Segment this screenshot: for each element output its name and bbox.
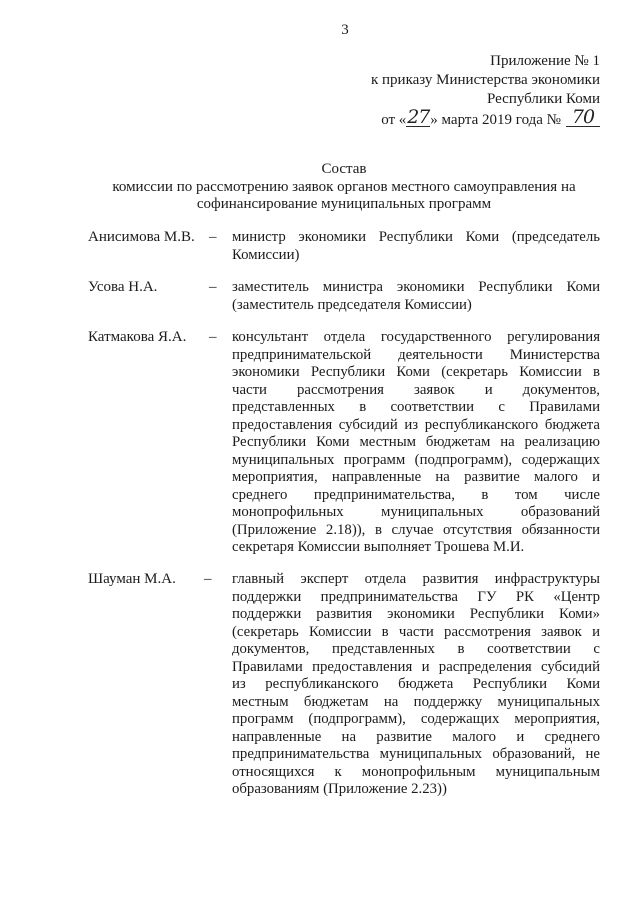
member-name: Шауман М.А. bbox=[88, 571, 176, 587]
member-role-line: монопрофильных муниципальных образований bbox=[232, 504, 600, 520]
member-role-line: документов, представленных в соответствии с bbox=[232, 641, 600, 657]
member-role-line: поддержки предпринимательства ГУ РК «Центр bbox=[232, 588, 600, 605]
member-role-line: (Приложение 2.18)), в случае отсутствия обязанности bbox=[232, 521, 600, 538]
member-role-line: Правилами предоставления и распределения субсидий bbox=[232, 658, 600, 675]
member-role-line: Республики Коми местным бюджетам на реализацию bbox=[232, 434, 600, 450]
member-role-line: мероприятия, направленные на развитие малого и bbox=[232, 469, 600, 485]
member-role-line: предпринимательства муниципальных образований, не bbox=[232, 746, 600, 762]
appendix-title: Приложение № 1 bbox=[490, 53, 600, 69]
appendix-order-line: к приказу Министерства экономики bbox=[370, 72, 600, 88]
member-role-line: заместитель министра экономики Республики Коми bbox=[232, 279, 600, 295]
member-role-line: из республиканского бюджета Республики Коми bbox=[232, 676, 600, 692]
member-separator: – bbox=[209, 329, 217, 345]
member-name: Катмакова Я.А. bbox=[88, 329, 187, 345]
composition-title-block bbox=[88, 161, 600, 214]
member-role-line: консультант отдела государственного регулирования bbox=[232, 329, 600, 345]
member-role-line: программ (подпрограмм), содержащих мероприятия, bbox=[232, 711, 600, 727]
member-separator: – bbox=[204, 571, 212, 587]
composition-subtitle-line: комиссии по рассмотрению заявок органов местного самоуправления на bbox=[112, 178, 576, 195]
page-number: 3 bbox=[341, 22, 349, 38]
member-role-line: секретаря Комиссии выполняет Трошева М.И. bbox=[232, 539, 525, 555]
member-role-line: относящихся к монопрофильным муниципальным bbox=[232, 763, 600, 780]
member-role bbox=[232, 279, 600, 314]
member-role-line: главный эксперт отдела развития инфраструктуры bbox=[232, 571, 600, 587]
member-role-line: муниципальных программ (подпрограмм), содержащих bbox=[232, 451, 600, 468]
member-role-line: части рассмотрения заявок и документов, bbox=[232, 381, 600, 398]
member-separator: – bbox=[209, 279, 217, 295]
appendix-date-line bbox=[371, 106, 600, 130]
appendix-header bbox=[371, 52, 600, 130]
member-role-line: среднего предпринимательства, в том числе bbox=[232, 486, 600, 503]
member-role-line: поддержки развития экономики Республики Коми» bbox=[232, 606, 600, 622]
member-role bbox=[232, 229, 600, 264]
member-role-line: министр экономики Республики Коми (председатель bbox=[232, 229, 600, 245]
member-role-line: направленные на развитие малого и среднего bbox=[232, 728, 600, 745]
member-name: Анисимова М.В. bbox=[88, 229, 195, 245]
member-role-line: представленных в соответствии с Правилами bbox=[232, 399, 600, 415]
handwritten-order-number: 70 bbox=[566, 108, 600, 127]
member-role-line: предоставления субсидий из республиканского бюджета bbox=[232, 416, 600, 433]
member-role-line: Комиссии) bbox=[232, 246, 300, 263]
member-role bbox=[232, 571, 600, 799]
member-role-line: (секретарь Комиссии в части рассмотрения заявок и bbox=[232, 623, 600, 640]
member-role-line: экономики Республики Коми (секретарь Комиссии в bbox=[232, 364, 600, 380]
date-prefix: от « bbox=[381, 112, 407, 128]
appendix-republic-line: Республики Коми bbox=[487, 91, 600, 107]
member-role-line: (заместитель председателя Комиссии) bbox=[232, 296, 472, 313]
member-role-line: образованиям (Приложение 2.23)) bbox=[232, 781, 447, 797]
composition-subtitle-line: софинансирование муниципальных программ bbox=[196, 196, 492, 212]
member-role-line: предпринимательской деятельности Министерства bbox=[232, 346, 600, 363]
member-role bbox=[232, 329, 600, 557]
member-name: Усова Н.А. bbox=[88, 279, 158, 295]
composition-heading: Состав bbox=[321, 161, 367, 177]
handwritten-day: 27 bbox=[407, 106, 430, 128]
date-middle: » марта 2019 года № bbox=[430, 112, 561, 128]
member-role-line: местным бюджетам на поддержку муниципальных bbox=[232, 693, 600, 710]
member-separator: – bbox=[209, 229, 217, 245]
